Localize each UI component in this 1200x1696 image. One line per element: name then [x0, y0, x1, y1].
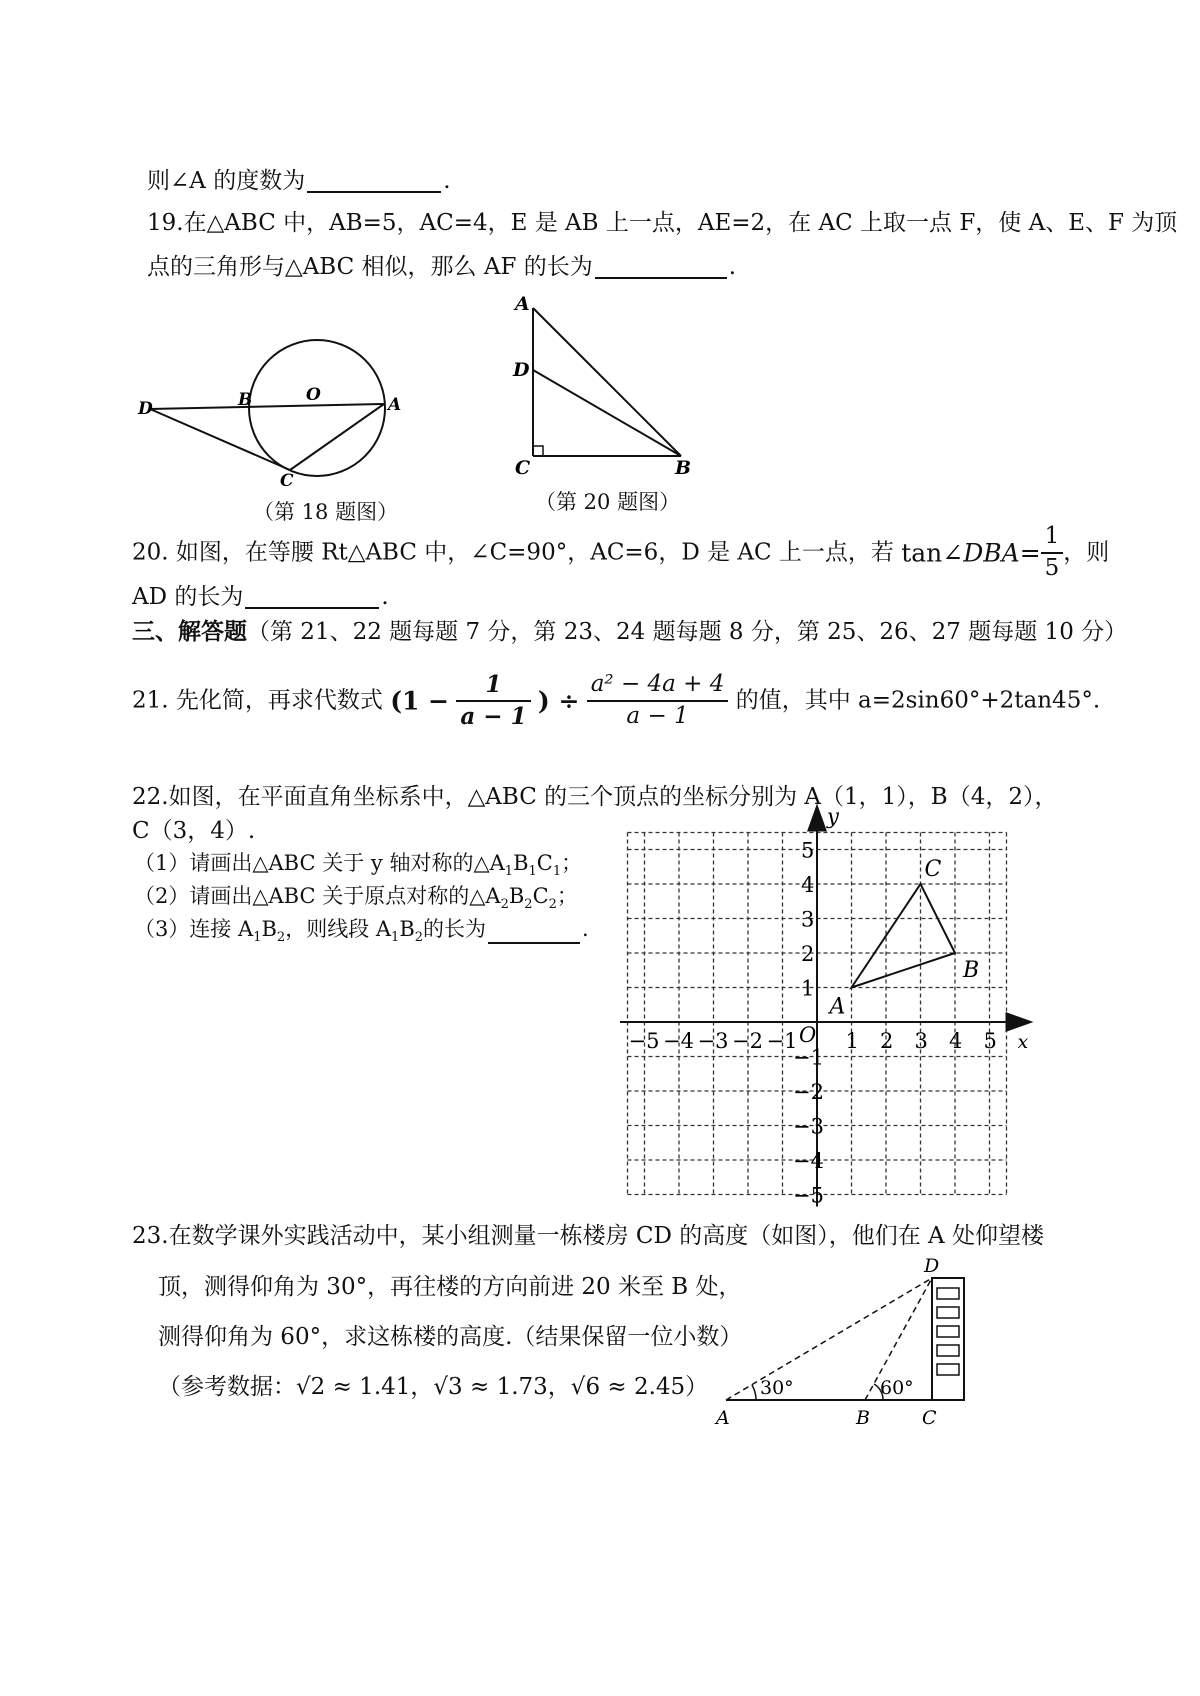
x-tick-label: 3	[914, 1029, 928, 1053]
q20-text-a: 20. 如图，在等腰 Rt△ABC 中，∠C=90°，AC=6，D 是 AC 上一点，若	[132, 539, 894, 566]
fig20-right-angle	[533, 446, 543, 456]
q21-line	[132, 670, 1100, 732]
q18-tail-end: .	[443, 168, 451, 194]
vertex-label-A: A	[829, 994, 846, 1020]
q20-angle: ∠DBA	[942, 538, 1020, 568]
answer-blank-q22[interactable]	[488, 942, 580, 944]
vertex-label-B: B	[963, 958, 980, 983]
fig23-window-1	[937, 1288, 959, 1299]
y-tick-label: 1	[801, 976, 815, 1001]
fig23-label-C: C	[922, 1407, 937, 1429]
fig23-window-5	[937, 1364, 959, 1375]
q19-line1: 19.在△ABC 中，AB=5，AC=4，E 是 AB 上一点，AE=2，在 AC 上取一点 F，使 A、E、F 为顶	[147, 210, 1178, 236]
q20-text-b: ，则	[1063, 539, 1110, 566]
x-tick-label: −5	[628, 1029, 660, 1053]
coordinate-grid	[620, 795, 1060, 1215]
q22-p3-sub3: 1	[391, 930, 400, 946]
q22-p3-sub4: 2	[414, 930, 424, 946]
q22-line2: C（3，4）.	[132, 818, 256, 844]
q23-line1: 23.在数学课外实践活动中，某小组测量一栋楼房 CD 的高度（如图），他们在 A 处仰望楼	[132, 1223, 1044, 1249]
q18-tail-line	[147, 170, 451, 193]
q21-open: (1 −	[390, 686, 450, 716]
fig18-label-C: C	[280, 471, 294, 491]
q22-p1-text: （1）请画出△ABC 关于 y 轴对称的△A	[134, 851, 505, 875]
figure-20	[505, 288, 720, 488]
q23-line4: （参考数据：√2 ≈ 1.41，√3 ≈ 1.73，√6 ≈ 2.45）	[158, 1374, 709, 1400]
q22-p2-sub3: 2	[548, 897, 557, 913]
q22-p2-end: ；	[556, 884, 578, 908]
q20-line1	[132, 522, 1109, 584]
y-tick-label: −3	[793, 1114, 824, 1139]
q21-suffix: 的值，其中 a=2sin60°+2tan45°.	[735, 687, 1101, 714]
q22-p1-mid1: B	[513, 851, 529, 875]
fig23-label-B: B	[856, 1407, 870, 1429]
fig23-angle-60: 60°	[880, 1377, 914, 1399]
answer-blank-q20[interactable]	[245, 607, 379, 609]
q22-p1-sub1: 1	[504, 864, 514, 880]
fig18-caption: （第 18 题图）	[253, 500, 399, 524]
q22-p3-sub2: 2	[276, 930, 286, 946]
origin-label: O	[799, 1023, 817, 1047]
q22-p2-mid1: B	[508, 884, 525, 908]
x-tick-label: −3	[697, 1029, 729, 1053]
fig20-label-C: C	[515, 457, 531, 479]
q20-tan: tan	[901, 538, 943, 568]
section3-desc: （第 21、22 题每题 7 分，第 23、24 题每题 8 分，第 25、26、27 题每题 10 分）	[247, 619, 1128, 645]
fig23-window-3	[937, 1326, 959, 1337]
vertex-label-C: C	[924, 857, 942, 882]
q22-p3-mid3: B	[399, 917, 415, 941]
q20-line2	[132, 586, 389, 609]
q20-frac-num: 1	[1041, 522, 1064, 554]
fig23-angle-30: 30°	[760, 1377, 794, 1399]
x-axis-label: x	[1017, 1031, 1029, 1053]
q19-line2-text: 点的三角形与△ABC 相似，那么 AF 的长为	[147, 254, 593, 280]
q22-p2-sub1: 2	[500, 897, 509, 913]
q20-frac-den: 5	[1044, 554, 1060, 581]
q21-close: ) ÷	[537, 686, 580, 716]
q21-frac2-den: a − 1	[626, 702, 689, 729]
q22-p3-text: （3）连接 A	[134, 917, 254, 941]
q21-fraction-1	[456, 670, 530, 732]
figure-23	[700, 1252, 990, 1437]
fig23-arc-30	[752, 1385, 756, 1400]
q20-fraction	[1041, 522, 1064, 584]
x-tick-label: −1	[766, 1029, 798, 1053]
q22-p1-end: ；	[561, 851, 583, 875]
fig23-window-2	[937, 1307, 959, 1318]
y-axis-label: y	[827, 804, 839, 829]
q22-p2-mid2: C	[532, 884, 549, 908]
q22-p2-text: （2）请画出△ABC 关于原点对称的△A	[134, 884, 501, 908]
q21-fraction-2	[587, 670, 729, 732]
y-tick-label: 4	[801, 873, 815, 897]
fig23-window-4	[937, 1345, 959, 1356]
q21-frac1-num: 1	[456, 670, 530, 702]
q22-p2-sub2: 2	[524, 897, 533, 913]
triangle-ABC	[852, 884, 956, 988]
q20-end: .	[381, 584, 389, 610]
x-tick-label: 1	[845, 1029, 859, 1053]
q22-part3	[134, 919, 589, 944]
y-tick-label: −4	[793, 1149, 824, 1173]
q23-line3: 测得仰角为 60°，求这栋楼的高度.（结果保留一位小数）	[158, 1324, 743, 1350]
y-tick-label: −2	[793, 1080, 824, 1104]
section3-title: 三、解答题	[132, 619, 247, 645]
x-tick-label: 2	[880, 1029, 894, 1053]
q22-p1-sub2: 1	[528, 864, 537, 880]
q18-tail-text: 则∠A 的度数为	[147, 168, 306, 194]
fig23-label-D: D	[924, 1255, 940, 1277]
q22-p1-sub3: 1	[552, 864, 562, 880]
q22-p3-end: 的长为	[423, 917, 487, 941]
y-tick-label: 3	[801, 907, 815, 932]
fig20-label-B: B	[675, 457, 692, 479]
q19-end: .	[728, 254, 737, 280]
q19-line2	[147, 256, 736, 279]
y-tick-label: 5	[801, 838, 815, 863]
fig20-label-D: D	[513, 359, 530, 381]
fig18-line-CA	[290, 404, 384, 470]
q22-p3-sub1: 1	[253, 930, 262, 946]
answer-blank-q19[interactable]	[595, 277, 727, 279]
fig20-caption: （第 20 题图）	[535, 490, 681, 514]
fig18-line-DC	[150, 409, 290, 470]
y-tick-label: −5	[793, 1183, 824, 1208]
x-tick-label: −4	[663, 1029, 694, 1053]
x-tick-label: 4	[949, 1029, 963, 1053]
fig18-circle	[249, 340, 385, 476]
q22-part1	[134, 853, 582, 878]
q22-p3-mid2: ，则线段 A	[285, 917, 392, 941]
q20-eq: =	[1019, 538, 1041, 568]
q21-frac2-num: a² − 4a + 4	[587, 670, 729, 702]
q22-line1: 22.如图，在平面直角坐标系中，△ABC 的三个顶点的坐标分别为 A（1，1），B（4，2），	[132, 784, 1058, 810]
x-tick-label: −2	[732, 1029, 763, 1053]
q20-line2-text: AD 的长为	[132, 584, 244, 610]
section3-header	[132, 621, 1127, 644]
fig20-label-A: A	[515, 293, 530, 315]
x-tick-label: 5	[983, 1029, 997, 1053]
answer-blank-q18[interactable]	[307, 191, 441, 193]
fig18-label-B: B	[238, 390, 253, 410]
fig18-line-DA	[150, 404, 384, 409]
fig23-label-A: A	[716, 1407, 730, 1429]
q22-p3-mid1: B	[261, 917, 277, 941]
fig18-label-D: D	[138, 399, 153, 419]
q21-prefix: 21. 先化简，再求代数式	[132, 687, 383, 714]
fig18-label-A: A	[388, 395, 402, 415]
q22-end: .	[582, 917, 589, 941]
q21-frac1-den: a − 1	[460, 702, 527, 730]
y-tick-label: 2	[801, 942, 815, 966]
fig18-label-O: O	[306, 385, 321, 405]
y-tick-label: −1	[793, 1045, 824, 1070]
q22-part2	[134, 886, 578, 911]
q23-line2: 顶，测得仰角为 30°，再往楼的方向前进 20 米至 B 处，	[158, 1274, 742, 1300]
q22-p1-mid2: C	[536, 851, 553, 875]
